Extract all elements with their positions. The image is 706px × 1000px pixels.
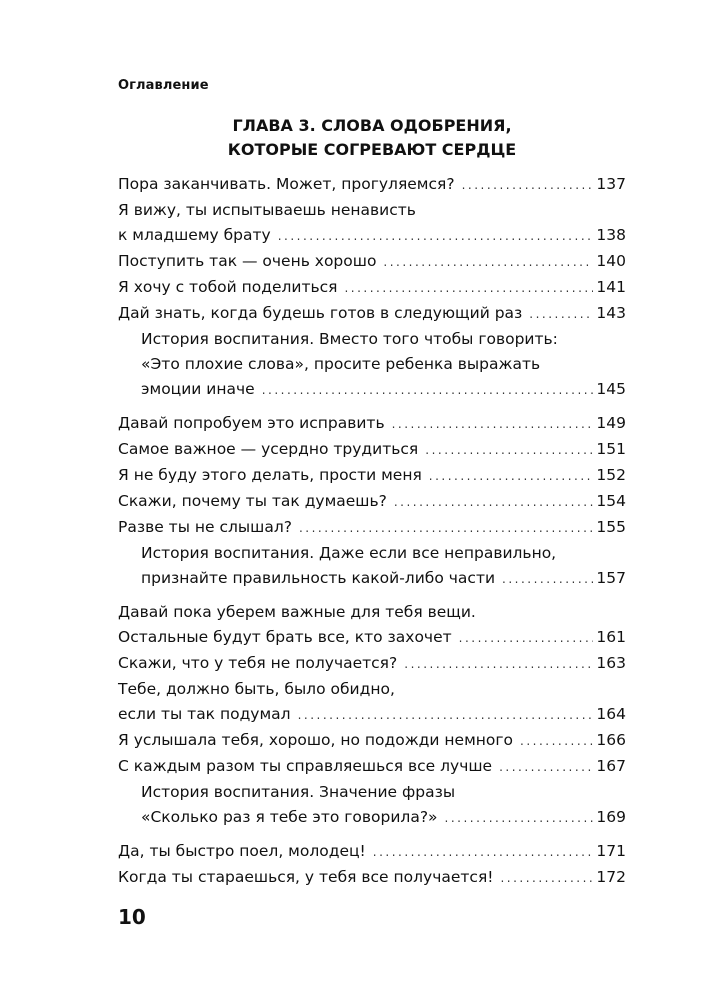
dot-leader	[394, 490, 593, 515]
toc-entry-text: к младшему брату	[118, 226, 271, 244]
toc-entry[interactable]	[118, 839, 626, 865]
toc-entry[interactable]	[118, 249, 626, 275]
dot-leader	[404, 652, 593, 677]
toc-entry-line	[118, 865, 626, 891]
toc-entry-line	[118, 463, 626, 489]
toc-entry-text: Давай попробуем это исправить	[118, 414, 385, 432]
toc-subentry[interactable]	[118, 327, 626, 403]
toc-page-number: 164	[596, 705, 626, 723]
toc-entry-text: Дай знать, когда будешь готов в следующий раз	[118, 304, 523, 322]
toc-page-number: 171	[596, 842, 626, 860]
toc-entry-text: История воспитания. Вместо того чтобы говорить:	[141, 330, 558, 348]
toc-page-number: 151	[596, 440, 626, 458]
toc-entry-text: если ты так подумал	[118, 705, 291, 723]
chapter-title-line: КОТОРЫЕ СОГРЕВАЮТ СЕРДЦЕ	[227, 140, 517, 159]
toc-entry-line	[118, 651, 626, 677]
toc-entry-line	[118, 625, 626, 651]
toc-entry-line	[118, 489, 626, 515]
dot-leader	[429, 464, 593, 489]
toc-page-number: 149	[596, 414, 626, 432]
toc-entry-line	[118, 702, 626, 728]
toc-entry-line	[141, 377, 626, 403]
toc-entry-text: Остальные будут брать все, кто захочет	[118, 628, 452, 646]
table-of-contents	[118, 172, 626, 891]
dot-leader	[445, 806, 593, 831]
toc-entry-line	[118, 223, 626, 249]
toc-entry-text: История воспитания. Даже если все неправильно,	[141, 544, 557, 562]
toc-entry[interactable]	[118, 515, 626, 541]
dot-leader	[344, 276, 593, 301]
toc-entry-text: История воспитания. Значение фразы	[141, 783, 456, 801]
toc-entry-line	[118, 839, 626, 865]
toc-entry[interactable]	[118, 463, 626, 489]
dot-leader	[529, 302, 593, 327]
toc-entry-text: Самое важное — усердно трудиться	[118, 440, 419, 458]
toc-entry-line	[118, 249, 626, 275]
running-header: Оглавление	[118, 78, 209, 93]
toc-entry-text: Я не буду этого делать, прости меня	[118, 466, 422, 484]
toc-entry-text: признайте правильность какой-либо части	[141, 569, 496, 587]
toc-entry-text: Тебе, должно быть, было обидно,	[118, 680, 395, 698]
toc-page-number: 140	[596, 252, 626, 270]
dot-leader	[383, 250, 593, 275]
toc-entry[interactable]	[118, 301, 626, 327]
dot-leader	[278, 224, 593, 249]
toc-entry-text: Я вижу, ты испытываешь ненависть	[118, 201, 416, 219]
toc-page-number: 166	[596, 731, 626, 749]
toc-page-number: 169	[596, 808, 626, 826]
dot-leader	[499, 755, 593, 780]
toc-entry[interactable]	[118, 754, 626, 780]
toc-page-number: 157	[596, 569, 626, 587]
toc-entry-text: С каждым разом ты справляешься все лучше	[118, 757, 493, 775]
toc-entry-text: Пора заканчивать. Может, прогуляемся?	[118, 175, 455, 193]
toc-entry[interactable]	[118, 600, 626, 651]
toc-entry-text: Поступить так — очень хорошо	[118, 252, 377, 270]
toc-subentry[interactable]	[118, 541, 626, 592]
toc-entry-line	[118, 172, 626, 198]
toc-entry[interactable]	[118, 411, 626, 437]
toc-entry-text: Скажи, почему ты так думаешь?	[118, 492, 387, 510]
dot-leader	[425, 438, 593, 463]
toc-entry-line	[118, 515, 626, 541]
toc-page-number: 145	[596, 380, 626, 398]
toc-entry[interactable]	[118, 437, 626, 463]
toc-entry-text: Да, ты быстро поел, молодец!	[118, 842, 366, 860]
toc-page-number: 161	[596, 628, 626, 646]
toc-entry[interactable]	[118, 728, 626, 754]
chapter-title	[118, 114, 626, 162]
toc-entry-text: Разве ты не слышал?	[118, 518, 292, 536]
toc-entry-line	[118, 275, 626, 301]
dot-leader	[262, 378, 593, 403]
dot-leader	[520, 729, 593, 754]
dot-leader	[502, 567, 593, 592]
toc-page-number: 163	[596, 654, 626, 672]
toc-entry-line	[141, 566, 626, 592]
toc-entry-text: Я хочу с тобой поделиться	[118, 278, 338, 296]
toc-entry-line	[141, 805, 626, 831]
toc-entry-line	[118, 728, 626, 754]
toc-entry-text: «Сколько раз я тебе это говорила?»	[141, 808, 438, 826]
toc-entry[interactable]	[118, 677, 626, 728]
dot-leader	[392, 412, 593, 437]
toc-entry-text: «Это плохие слова», просите ребенка выражать	[141, 355, 541, 373]
toc-entry[interactable]	[118, 275, 626, 301]
toc-entry-line	[118, 411, 626, 437]
toc-page-number: 172	[596, 868, 626, 886]
toc-page-number: 152	[596, 466, 626, 484]
toc-page-number: 167	[596, 757, 626, 775]
toc-entry-text: Скажи, что у тебя не получается?	[118, 654, 398, 672]
toc-entry-line	[118, 437, 626, 463]
toc-entry-text: Я услышала тебя, хорошо, но подожди немного	[118, 731, 514, 749]
toc-page-number: 154	[596, 492, 626, 510]
dot-leader	[299, 516, 593, 541]
toc-entry-text: Когда ты стараешься, у тебя все получается!	[118, 868, 494, 886]
dot-leader	[500, 866, 593, 891]
toc-entry[interactable]	[118, 172, 626, 198]
chapter-title-line: ГЛАВА 3. СЛОВА ОДОБРЕНИЯ,	[232, 116, 512, 135]
toc-entry-text: эмоции иначе	[141, 380, 255, 398]
toc-page-number: 137	[596, 175, 626, 193]
toc-entry-line	[118, 301, 626, 327]
toc-entry-line	[118, 754, 626, 780]
toc-entry-text: Давай пока уберем важные для тебя вещи.	[118, 603, 476, 621]
dot-leader	[462, 173, 593, 198]
dot-leader	[298, 703, 593, 728]
dot-leader	[459, 626, 593, 651]
toc-entry[interactable]	[118, 198, 626, 249]
toc-page-number: 138	[596, 226, 626, 244]
toc-subentry[interactable]	[118, 780, 626, 831]
dot-leader	[373, 840, 593, 865]
toc-page-number: 155	[596, 518, 626, 536]
toc-page-number: 143	[596, 304, 626, 322]
toc-entry[interactable]	[118, 489, 626, 515]
toc-page-number: 141	[596, 278, 626, 296]
page-number: 10	[118, 905, 146, 929]
toc-entry[interactable]	[118, 651, 626, 677]
toc-entry[interactable]	[118, 865, 626, 891]
